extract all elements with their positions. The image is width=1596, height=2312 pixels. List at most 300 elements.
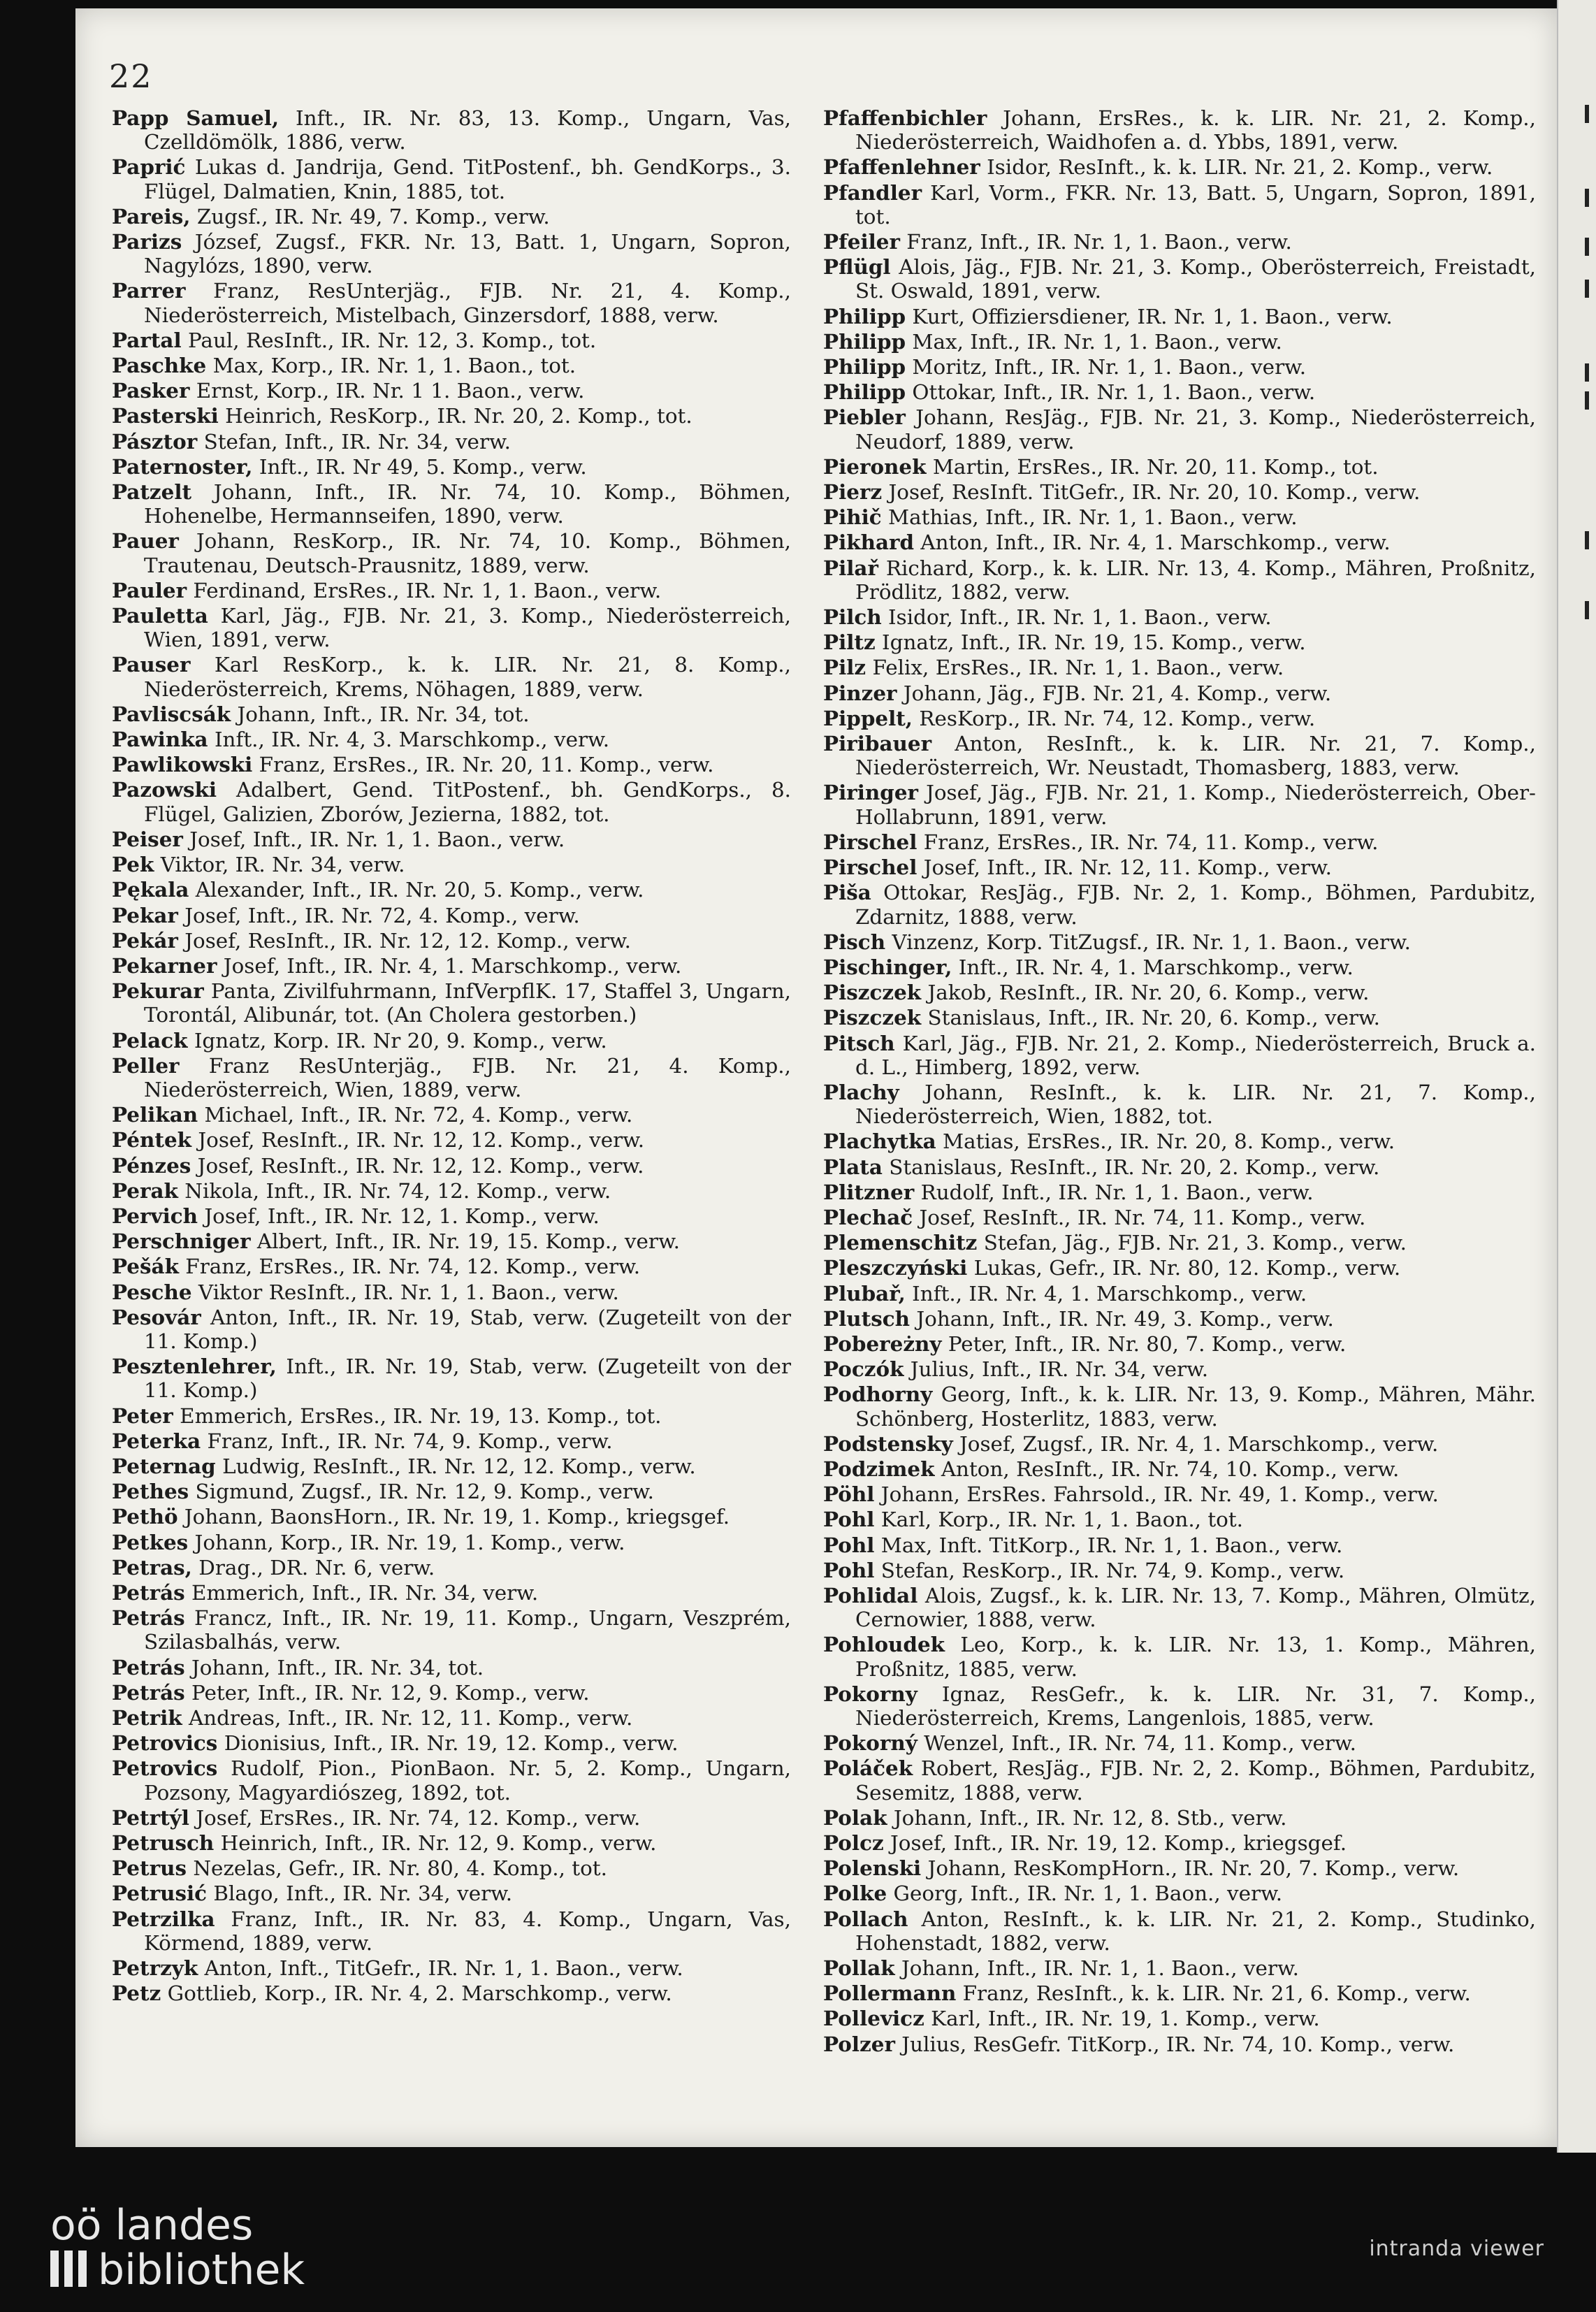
entry-details: Rudolf, Pion., PionBaon. Nr. 5, 2. Komp., Ungarn, Pozsony, Magyardiószeg, 1892, tot. (144, 1756, 791, 1805)
register-entry (112, 1681, 791, 1705)
entry-details: Johann, Korp., IR. Nr. 19, 1. Komp., verw. (188, 1530, 625, 1554)
entry-surname: Peterka (112, 1428, 201, 1453)
entry-surname: Pekár (112, 927, 178, 953)
entry-details: Ignaz, ResGefr., k. k. LIR. Nr. 31, 7. Komp., Niederösterreich, Krems, Langenlois, 1885, verw. (855, 1682, 1536, 1730)
register-entry (823, 2007, 1536, 2030)
entry-details: Lukas d. Jandrija, Gend. TitPostenf., bh. GendKorps., 3. Flügel, Dalmatien, Knin, 1885, tot. (144, 155, 791, 203)
entry-surname: Perschniger (112, 1229, 251, 1254)
entry-details: Josef, ResInft., IR. Nr. 74, 11. Komp., verw. (913, 1205, 1366, 1229)
register-entry (112, 1103, 791, 1127)
entry-details: Ludwig, ResInft., IR. Nr. 12, 12. Komp., verw. (215, 1454, 696, 1478)
register-entry (112, 1581, 791, 1605)
entry-surname: Pobereżny (823, 1331, 942, 1356)
entry-details: Michael, Inft., IR. Nr. 72, 4. Komp., verw. (198, 1103, 633, 1127)
register-entry (112, 106, 791, 154)
entry-details: Julius, ResGefr. TitKorp., IR. Nr. 74, 10. Komp., verw. (894, 2032, 1455, 2056)
register-entry (112, 1179, 791, 1203)
entry-details: Johann, ResJäg., FJB. Nr. 21, 3. Komp., Niederösterreich, Neudorf, 1889, verw. (855, 405, 1536, 454)
entry-details: Felix, ErsRes., IR. Nr. 1, 1. Baon., verw. (866, 656, 1284, 680)
entry-details: Johann, ResKorp., IR. Nr. 74, 10. Komp., Böhmen, Trautenau, Deutsch-Prausnitz, 1889, verw. (144, 529, 791, 577)
entry-details: Franz, ResInft., k. k. LIR. Nr. 21, 6. Komp., verw. (956, 1981, 1471, 2006)
entry-surname: Pohl (823, 1507, 875, 1532)
register-entry (823, 556, 1536, 604)
entry-surname: Plechač (823, 1204, 913, 1229)
register-entry (112, 430, 791, 454)
entry-details: Emmerich, Inft., IR. Nr. 34, verw. (184, 1580, 539, 1605)
register-entry (823, 707, 1536, 730)
register-entry (112, 230, 791, 277)
register-entry (112, 778, 791, 825)
entry-surname: Pervich (112, 1203, 198, 1228)
entry-details: Dionisius, Inft., IR. Nr. 19, 12. Komp., verw. (217, 1731, 679, 1756)
entry-surname: Parrer (112, 278, 186, 303)
entry-details: Josef, Inft., IR. Nr. 12, 1. Komp., verw. (198, 1204, 600, 1228)
entry-surname: Piszczek (823, 980, 922, 1005)
entry-surname: Pirschel (823, 829, 917, 854)
entry-surname: Paternoster, (112, 454, 253, 479)
entry-surname: Philipp (823, 303, 906, 328)
register-entry (823, 230, 1536, 254)
entry-surname: Petrzyk (112, 1956, 198, 1981)
entry-details: Josef, ResInft., IR. Nr. 12, 12. Komp., verw. (191, 1128, 645, 1153)
entry-surname: Pękala (112, 877, 189, 902)
entry-surname: Peternag (112, 1453, 216, 1478)
viewer-label: intranda viewer (1369, 2237, 1544, 2261)
entry-surname: Pauletta (112, 603, 208, 628)
entry-surname: Petkes (112, 1529, 189, 1554)
register-entry (112, 579, 791, 602)
register-entry (112, 1128, 791, 1152)
register-entry (823, 855, 1536, 879)
entry-surname: Pekarner (112, 953, 217, 978)
entry-details: Stanislaus, ResInft., IR. Nr. 20, 2. Komp., verw. (882, 1155, 1380, 1179)
register-entry (823, 1806, 1536, 1830)
register-entry (823, 1006, 1536, 1029)
left-column (112, 106, 791, 2007)
register-entry (112, 1806, 791, 1830)
entry-surname: Plachy (823, 1079, 899, 1104)
entry-surname: Pollach (823, 1906, 908, 1931)
register-entry (823, 1482, 1536, 1506)
entry-details: Josef, Inft., IR. Nr. 12, 11. Komp., verw. (917, 855, 1332, 880)
entry-surname: Piringer (823, 780, 919, 805)
entry-surname: Pöhl (823, 1482, 875, 1507)
register-entry (823, 732, 1536, 779)
register-entry (823, 355, 1536, 379)
entry-details: Karl, Jäg., FJB. Nr. 21, 3. Komp., Niederösterreich, Wien, 1891, verw. (144, 604, 791, 652)
entry-surname: Pawlikowski (112, 752, 253, 777)
entry-surname: Pohloudek (823, 1632, 945, 1657)
register-entry (823, 1559, 1536, 1582)
register-entry (112, 1029, 791, 1053)
register-entry (112, 878, 791, 902)
entry-details: Emmerich, ErsRes., IR. Nr. 19, 13. Komp., tot. (173, 1403, 662, 1428)
entry-details: Karl, Korp., IR. Nr. 1, 1. Baon., tot. (874, 1508, 1244, 1532)
register-entry (112, 702, 791, 726)
entry-surname: Pekurar (112, 978, 204, 1004)
register-entry (112, 1454, 791, 1478)
entry-details: Georg, Inft., IR. Nr. 1, 1. Baon., verw. (887, 1881, 1283, 1906)
register-entry (823, 1180, 1536, 1204)
entry-details: ResKorp., IR. Nr. 74, 12. Komp., verw. (913, 706, 1316, 730)
register-entry (112, 853, 791, 876)
entry-details: Anton, ResInft., k. k. LIR. Nr. 21, 7. Komp., Niederösterreich, Wr. Neustadt, Thomasberg, 1883, verw. (855, 732, 1536, 780)
entry-surname: Patzelt (112, 479, 192, 505)
entry-details: Nezelas, Gefr., IR. Nr. 80, 4. Komp., tot. (187, 1856, 607, 1881)
register-entry (112, 828, 791, 851)
entry-surname: Pawinka (112, 727, 208, 752)
entry-surname: Pohlidal (823, 1582, 918, 1607)
entry-surname: Pešák (112, 1254, 179, 1279)
register-entry (112, 954, 791, 978)
entry-details: Josef, Inft., IR. Nr. 1, 1. Baon., verw. (182, 827, 565, 851)
entry-surname: Piltz (823, 630, 876, 655)
register-entry (112, 728, 791, 751)
entry-surname: Pippelt, (823, 705, 913, 730)
entry-surname: Peller (112, 1053, 180, 1078)
entry-details: Johann, Inft., IR. Nr. 74, 10. Komp., Böhmen, Hohenelbe, Hermannseifen, 1890, verw. (144, 480, 791, 528)
register-entry (112, 1656, 791, 1679)
entry-surname: Petrik (112, 1705, 182, 1730)
entry-details: Anton, Inft., IR. Nr. 19, Stab, verw. (Zugeteilt von der 11. Komp.) (144, 1305, 791, 1353)
entry-surname: Pohl (823, 1557, 875, 1582)
entry-surname: Piša (823, 880, 871, 905)
entry-surname: Philipp (823, 380, 906, 405)
register-entry (823, 630, 1536, 654)
entry-details: Gottlieb, Korp., IR. Nr. 4, 2. Marschkomp., verw. (161, 1981, 672, 2006)
entry-details: Ottokar, Inft., IR. Nr. 1, 1. Baon., verw. (906, 380, 1316, 405)
register-entry (823, 681, 1536, 705)
register-entry (823, 1256, 1536, 1280)
entry-details: Viktor ResInft., IR. Nr. 1, 1. Baon., verw. (191, 1280, 619, 1304)
entry-details: Stefan, Inft., IR. Nr. 34, verw. (197, 429, 512, 454)
entry-details: Zugsf., IR. Nr. 49, 7. Komp., verw. (190, 204, 550, 229)
entry-surname: Pasterski (112, 403, 219, 428)
entry-surname: Pflügl (823, 254, 891, 280)
entry-surname: Petrzilka (112, 1906, 215, 1931)
entry-surname: Podhorny (823, 1382, 933, 1407)
entry-details: Inft., IR. Nr 49, 5. Komp., verw. (252, 454, 587, 479)
entry-details: Franz, Inft., IR. Nr. 83, 4. Komp., Ungarn, Vas, Körmend, 1889, verw. (144, 1907, 791, 1955)
entry-surname: Pieronek (823, 454, 927, 479)
entry-details: Johann, ResKompHorn., IR. Nr. 20, 7. Komp., verw. (921, 1856, 1460, 1881)
register-entry (823, 1332, 1536, 1356)
register-entry (112, 529, 791, 577)
entry-details: Max, Korp., IR. Nr. 1, 1. Baon., tot. (206, 354, 576, 378)
register-entry (112, 1956, 791, 1980)
entry-details: Josef, ResInft. TitGefr., IR. Nr. 20, 10. Komp., verw. (882, 480, 1421, 505)
entry-surname: Papp Samuel, (112, 106, 280, 130)
entry-surname: Pirschel (823, 855, 917, 880)
entry-surname: Pohl (823, 1532, 875, 1557)
register-entry (823, 330, 1536, 354)
entry-details: Sigmund, Zugsf., IR. Nr. 12, 9. Komp., verw. (189, 1480, 654, 1504)
entry-surname: Pelack (112, 1027, 188, 1053)
entry-surname: Plata (823, 1154, 883, 1179)
register-entry (112, 480, 791, 528)
entry-surname: Pleszczyński (823, 1255, 968, 1280)
entry-surname: Pfeiler (823, 229, 900, 254)
register-entry (112, 1706, 791, 1730)
register-entry (112, 205, 791, 229)
entry-surname: Peiser (112, 826, 183, 851)
logo-line-2: bibliothek (98, 2246, 305, 2295)
entry-details: Franz, Inft., IR. Nr. 1, 1. Baon., verw. (899, 230, 1292, 254)
register-entry (823, 1457, 1536, 1481)
entry-details: Anton, ResInft., IR. Nr. 74, 10. Komp., verw. (934, 1457, 1400, 1481)
entry-details: Franz, ResUnterjäg., FJB. Nr. 21, 4. Komp., Niederösterreich, Mistelbach, Ginzersdorf, 1888, verw. (144, 279, 791, 327)
entry-surname: Pauser (112, 652, 191, 677)
entry-details: Heinrich, ResKorp., IR. Nr. 20, 2. Komp., tot. (218, 404, 692, 428)
register-entry (823, 1307, 1536, 1331)
register-entry (823, 930, 1536, 954)
register-entry (823, 1907, 1536, 1955)
entry-details: Drag., DR. Nr. 6, verw. (191, 1555, 435, 1580)
entry-surname: Petrusch (112, 1830, 215, 1856)
entry-surname: Paschke (112, 353, 207, 378)
register-entry (823, 1633, 1536, 1680)
register-entry (823, 955, 1536, 979)
entry-details: Julius, Inft., IR. Nr. 34, verw. (904, 1357, 1209, 1382)
entry-details: Max, Inft., IR. Nr. 1, 1. Baon., verw. (906, 329, 1282, 354)
register-entry (112, 404, 791, 428)
entry-surname: Partal (112, 327, 182, 352)
entry-details: Mathias, Inft., IR. Nr. 1, 1. Baon., verw. (881, 505, 1298, 530)
entry-details: Franz, ErsRes., IR. Nr. 74, 11. Komp., verw. (917, 830, 1379, 854)
register-entry (823, 305, 1536, 328)
entry-surname: Pihič (823, 505, 882, 530)
register-entry (112, 1606, 791, 1654)
entry-details: Franz, Inft., IR. Nr. 74, 9. Komp., verw. (201, 1429, 613, 1453)
entry-surname: Pischinger, (823, 954, 952, 979)
entry-details: Josef, ErsRes., IR. Nr. 74, 12. Komp., verw. (189, 1805, 641, 1830)
entry-surname: Polenski (823, 1856, 922, 1881)
page-number: 22 (109, 57, 153, 95)
entry-surname: Pasker (112, 378, 190, 403)
register-entry (823, 530, 1536, 554)
entry-surname: Petrovics (112, 1731, 218, 1756)
entry-details: Robert, ResJäg., FJB. Nr. 2, 2. Komp., Böhmen, Pardubitz, Sesemitz, 1888, verw. (855, 1756, 1536, 1805)
entry-surname: Pesovár (112, 1304, 201, 1329)
entry-surname: Pilz (823, 655, 866, 680)
entry-details: Johann, Inft., IR. Nr. 12, 8. Stb., verw. (887, 1805, 1287, 1830)
entry-details: Josef, ResInft., IR. Nr. 12, 12. Komp., verw. (191, 1153, 644, 1178)
register-entry (112, 604, 791, 651)
register-entry (112, 1280, 791, 1304)
entry-details: Paul, ResInft., IR. Nr. 12, 3. Komp., tot. (181, 328, 597, 352)
register-entry (112, 1306, 791, 1353)
entry-details: Ottokar, ResJäg., FJB. Nr. 2, 1. Komp., Böhmen, Pardubitz, Zdarnitz, 1888, verw. (855, 881, 1536, 929)
register-entry (823, 1731, 1536, 1755)
entry-details: Inft., IR. Nr. 4, 1. Marschkomp., verw. (952, 955, 1354, 979)
register-entry (112, 279, 791, 326)
entry-details: Johann, ErsRes. Fahrsold., IR. Nr. 49, 1. Komp., verw. (874, 1482, 1439, 1507)
entry-surname: Pikhard (823, 530, 915, 555)
entry-surname: Pollevicz (823, 2006, 924, 2031)
entry-details: Andreas, Inft., IR. Nr. 12, 11. Komp., verw. (182, 1706, 633, 1730)
register-entry (112, 1204, 791, 1228)
entry-details: Karl, Vorm., FKR. Nr. 13, Batt. 5, Ungarn, Sopron, 1891, tot. (855, 180, 1536, 229)
entry-surname: Pollermann (823, 1981, 957, 2006)
entry-surname: Plitzner (823, 1179, 915, 1204)
register-entry (112, 1881, 791, 1905)
entry-details: Josef, ResInft., IR. Nr. 12, 12. Komp., verw. (177, 928, 632, 953)
entry-details: Moritz, Inft., IR. Nr. 1, 1. Baon., verw. (906, 355, 1307, 380)
entry-surname: Petrás (112, 1605, 185, 1631)
register-entry (823, 1856, 1536, 1880)
entry-details: Josef, Inft., IR. Nr. 19, 12. Komp., kriegsgef. (883, 1831, 1347, 1856)
entry-details: Vinzenz, Korp. TitZugsf., IR. Nr. 1, 1. Baon., verw. (885, 930, 1412, 954)
entry-surname: Peter (112, 1403, 173, 1428)
entry-surname: Pollak (823, 1956, 895, 1981)
entry-surname: Pesche (112, 1279, 192, 1304)
register-entry (112, 1354, 791, 1402)
entry-details: Anton, Inft., TitGefr., IR. Nr. 1, 1. Baon., verw. (198, 1956, 683, 1981)
register-entry (823, 656, 1536, 679)
entry-details: Karl ResKorp., k. k. LIR. Nr. 21, 8. Komp., Niederösterreich, Krems, Nöhagen, 1889, verw. (144, 653, 791, 701)
entry-surname: Pekar (112, 902, 178, 927)
entry-details: Josef, Zugsf., IR. Nr. 4, 1. Marschkomp., verw. (952, 1431, 1439, 1456)
register-entry (112, 1404, 791, 1428)
entry-surname: Pavliscsák (112, 701, 231, 726)
entry-details: Johann, Inft., IR. Nr. 49, 3. Komp., verw. (910, 1306, 1334, 1331)
entry-surname: Péntek (112, 1127, 192, 1153)
entry-surname: Parizs (112, 229, 182, 254)
entry-surname: Pokorný (823, 1731, 917, 1756)
entry-details: Johann, BaonsHorn., IR. Nr. 19, 1. Komp., kriegsgef. (177, 1505, 730, 1529)
register-entry (823, 1956, 1536, 1980)
register-entry (823, 1382, 1536, 1430)
register-entry (823, 830, 1536, 854)
register-entry (112, 929, 791, 953)
entry-surname: Petrás (112, 1654, 185, 1679)
register-entry (823, 981, 1536, 1004)
entry-surname: Plubař, (823, 1280, 906, 1306)
register-entry (823, 455, 1536, 479)
entry-details: Inft., IR. Nr. 83, 13. Komp., Ungarn, Vas, Czelldömölk, 1886, verw. (144, 106, 792, 154)
register-entry (823, 1584, 1536, 1631)
entry-details: Johann, ErsRes., k. k. LIR. Nr. 21, 2. Komp., Niederösterreich, Waidhofen a. d. Ybbs, 1891, verw. (855, 106, 1536, 154)
register-entry (112, 1556, 791, 1580)
entry-details: Ferdinand, ErsRes., IR. Nr. 1, 1. Baon., verw. (187, 578, 662, 602)
scanned-page (75, 8, 1557, 2147)
entry-surname: Polcz (823, 1830, 884, 1856)
entry-details: Karl, Jäg., FJB. Nr. 21, 2. Komp., Niederösterreich, Bruck a. d. L., Himberg, 1892, verw. (855, 1031, 1536, 1079)
entry-surname: Piribauer (823, 731, 932, 756)
entry-surname: Pfaffenbichler (823, 106, 987, 130)
entry-details: Leo, Korp., k. k. LIR. Nr. 13, 1. Komp., Mähren, Proßnitz, 1885, verw. (855, 1633, 1536, 1681)
entry-details: Blago, Inft., IR. Nr. 34, verw. (207, 1881, 513, 1906)
entry-surname: Pelikan (112, 1102, 198, 1127)
entry-details: Josef, Inft., IR. Nr. 4, 1. Marschkomp., verw. (217, 953, 682, 978)
entry-surname: Pauer (112, 528, 179, 554)
register-entry (112, 1981, 791, 2005)
entry-surname: Pek (112, 852, 154, 877)
entry-surname: Pokorny (823, 1681, 917, 1706)
register-entry (112, 1054, 791, 1101)
register-entry (823, 1533, 1536, 1557)
entry-surname: Podzimek (823, 1456, 935, 1481)
register-entry (112, 1229, 791, 1253)
entry-details: Heinrich, Inft., IR. Nr. 12, 9. Komp., verw. (214, 1831, 657, 1856)
entry-surname: Petrás (112, 1679, 185, 1705)
register-entry (112, 653, 791, 700)
entry-details: Johann, Inft., IR. Nr. 34, tot. (184, 1655, 484, 1679)
register-entry (112, 379, 791, 403)
entry-details: Stefan, Jäg., FJB. Nr. 21, 3. Komp., verw. (977, 1231, 1407, 1255)
entry-details: Josef, Inft., IR. Nr. 72, 4. Komp., verw. (177, 903, 580, 927)
register-entry (823, 155, 1536, 179)
entry-details: Anton, ResInft., k. k. LIR. Nr. 21, 2. Komp., Studinko, Hohenstadt, 1882, verw. (855, 1907, 1536, 1955)
register-entry (823, 605, 1536, 629)
register-entry (823, 1357, 1536, 1381)
entry-details: Inft., IR. Nr. 4, 3. Marschkomp., verw. (208, 728, 610, 752)
register-entry (112, 979, 791, 1027)
register-entry (112, 328, 791, 352)
entry-surname: Pásztor (112, 428, 198, 454)
entry-surname: Pethes (112, 1479, 189, 1504)
entry-surname: Piebler (823, 405, 906, 430)
entry-details: Ernst, Korp., IR. Nr. 1 1. Baon., verw. (189, 379, 585, 403)
register-entry (823, 781, 1536, 828)
entry-details: Stefan, ResKorp., IR. Nr. 74, 9. Komp., verw. (874, 1558, 1345, 1582)
register-entry (823, 1129, 1536, 1153)
register-entry (112, 455, 791, 479)
entry-details: Ignatz, Korp. IR. Nr 20, 9. Komp., verw. (187, 1028, 607, 1053)
logo-line-1: oö landes (50, 2201, 254, 2250)
entry-surname: Pfaffenlehner (823, 154, 980, 180)
register-entry (823, 380, 1536, 404)
register-entry (823, 1155, 1536, 1179)
register-entry (112, 1856, 791, 1880)
entry-details: Wenzel, Inft., IR. Nr. 74, 11. Komp., verw. (917, 1731, 1356, 1756)
register-entry (112, 155, 791, 203)
entry-surname: Pilař (823, 555, 878, 580)
entry-details: Karl, Inft., IR. Nr. 19, 1. Komp., verw. (924, 2007, 1320, 2031)
register-entry (823, 1508, 1536, 1531)
entry-surname: Pénzes (112, 1153, 191, 1178)
entry-surname: Pethö (112, 1504, 178, 1529)
entry-details: Viktor, IR. Nr. 34, verw. (154, 853, 405, 877)
entry-details: József, Zugsf., FKR. Nr. 13, Batt. 1, Ungarn, Sopron, Nagylózs, 1890, verw. (144, 230, 791, 278)
register-entry (112, 1531, 791, 1554)
entry-details: Francz, Inft., IR. Nr. 19, 11. Komp., Ungarn, Veszprém, Szilasbalhás, verw. (144, 1606, 791, 1654)
entry-details: Georg, Inft., k. k. LIR. Nr. 13, 9. Komp., Mähren, Mähr. Schönberg, Hosterlitz, 1883, verw. (855, 1382, 1536, 1431)
entry-surname: Pauler (112, 577, 187, 602)
register-entry (112, 1154, 791, 1178)
entry-details: Panta, Zivilfuhrmann, InfVerpflK. 17, Staffel 3, Ungarn, Torontál, Alibunár, tot. (An Cholera gestorben.) (144, 979, 791, 1027)
entry-details: Johann, Inft., IR. Nr. 1, 1. Baon., verw. (894, 1956, 1299, 1981)
entry-surname: Pitsch (823, 1030, 895, 1055)
entry-details: Stanislaus, Inft., IR. Nr. 20, 6. Komp., verw. (921, 1006, 1380, 1030)
entry-details: Johann, Inft., IR. Nr. 34, tot. (231, 702, 530, 726)
entry-surname: Polzer (823, 2031, 895, 2056)
entry-details: Anton, Inft., IR. Nr. 4, 1. Marschkomp., verw. (914, 530, 1391, 555)
register-entry (823, 505, 1536, 529)
register-entry (823, 480, 1536, 504)
register-entry (112, 1907, 791, 1955)
entry-surname: Plemenschitz (823, 1230, 978, 1255)
register-entry (823, 1981, 1536, 2005)
entry-details: Johann, ResInft., k. k. LIR. Nr. 21, 7. Komp., Niederösterreich, Wien, 1882, tot. (855, 1080, 1536, 1129)
register-entry (823, 1206, 1536, 1229)
entry-details: Albert, Inft., IR. Nr. 19, 15. Komp., verw. (250, 1229, 680, 1254)
entry-surname: Pierz (823, 479, 883, 505)
entry-surname: Petrás (112, 1580, 185, 1605)
entry-details: Josef, Jäg., FJB. Nr. 21, 1. Komp., Niederösterreich, Ober-Hollabrunn, 1891, verw. (855, 781, 1536, 829)
entry-surname: Pesztenlehrer, (112, 1354, 277, 1379)
entry-details: Max, Inft. TitKorp., IR. Nr. 1, 1. Baon., verw. (874, 1533, 1343, 1557)
